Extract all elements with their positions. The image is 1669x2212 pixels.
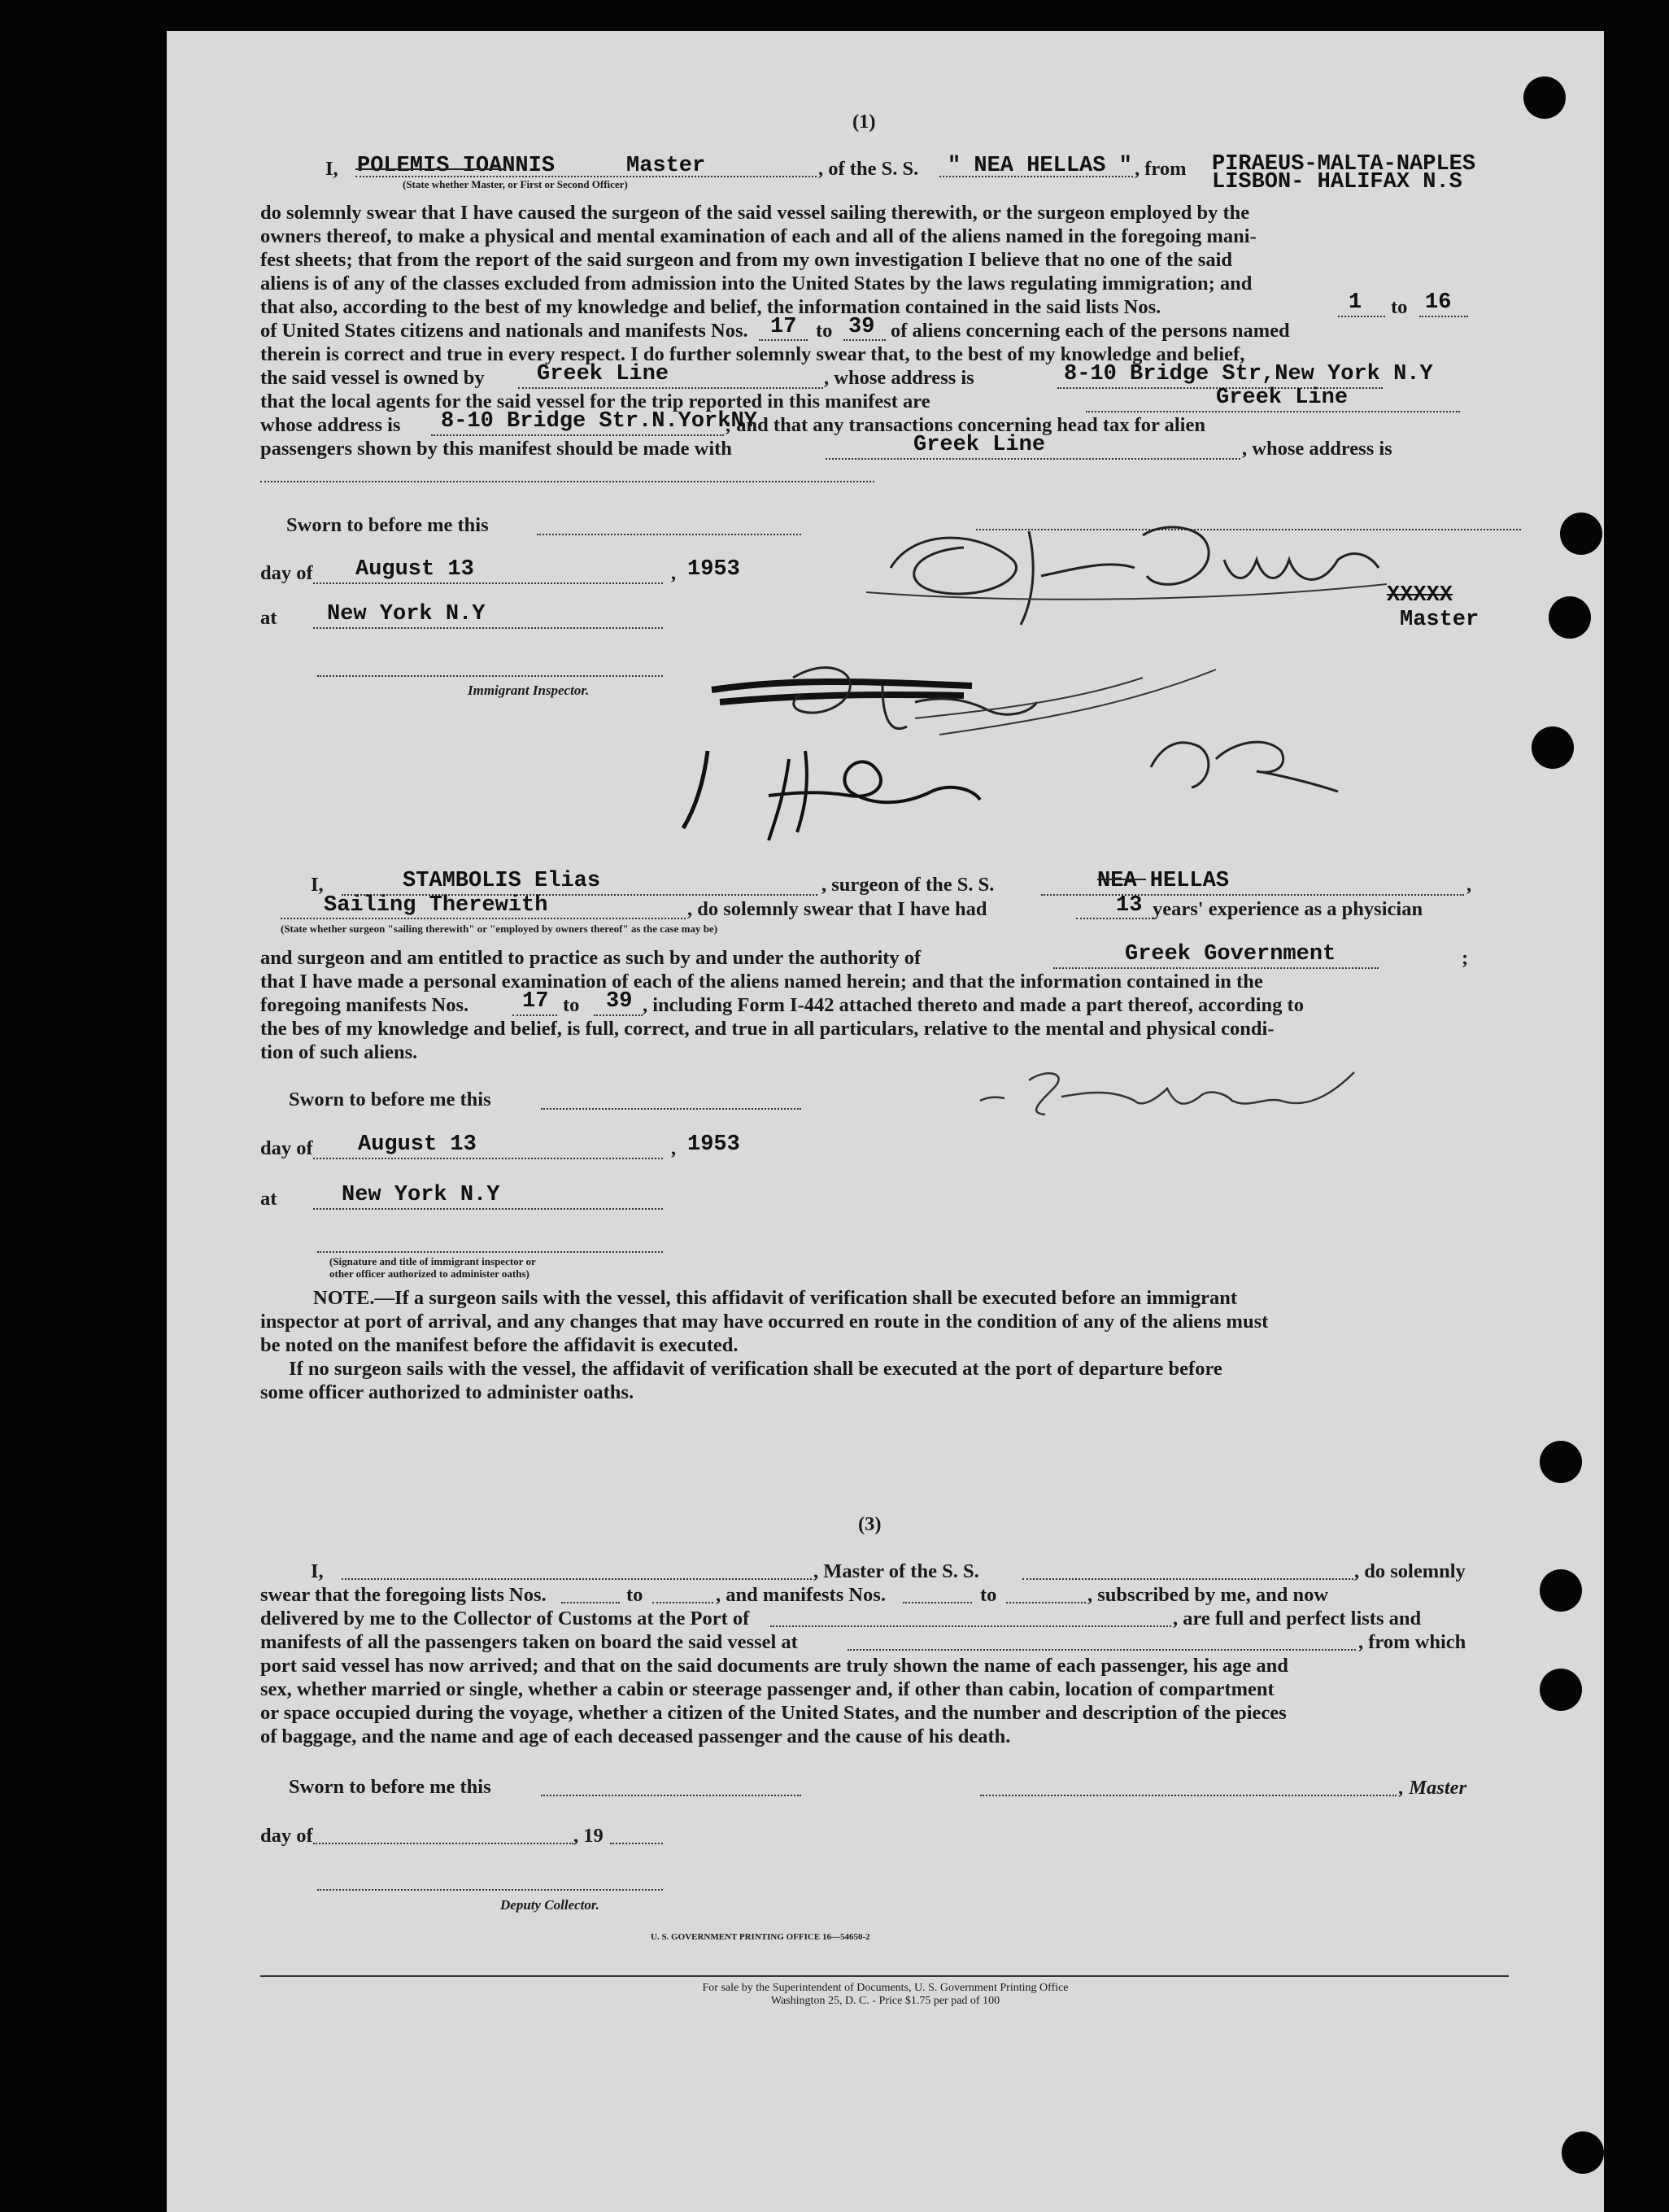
master-signature-title: Master <box>1400 608 1479 632</box>
manifests-to: 39 <box>848 315 875 339</box>
sec1-line: aliens is of any of the classes excluded from admission into the United States by the laws regulating immigration; and <box>260 273 1253 294</box>
note-text: be noted on the manifest before the affidavit is executed. <box>260 1334 739 1356</box>
binder-hole <box>1562 2131 1604 2174</box>
lists-to: 16 <box>1425 290 1452 315</box>
binder-hole <box>1540 1441 1582 1483</box>
name-strikethrough <box>355 168 506 170</box>
ship-name: " NEA HELLAS " <box>948 154 1132 178</box>
binder-hole <box>1540 1669 1582 1711</box>
sailing-note: (State whether surgeon "sailing therewith" or "employed by owners thereof" as the case may be) <box>281 923 718 935</box>
section-1-number: (1) <box>852 111 876 133</box>
surgeon-manifests-to: 39 <box>606 989 633 1014</box>
binder-hole <box>1540 1569 1582 1612</box>
deputy-caption: Deputy Collector. <box>500 1897 599 1913</box>
binder-hole <box>1549 596 1591 639</box>
sailing-status: Sailing Therewith <box>324 893 548 918</box>
master-signature <box>866 511 1395 641</box>
surgeon-ship-name: NEA HELLAS <box>1097 869 1230 893</box>
note-text: NOTE.—If a surgeon sails with the vessel, this affidavit of verification shall be executed before an immigrant <box>313 1287 1238 1309</box>
section-3-number: (3) <box>858 1513 882 1535</box>
from-label: , from <box>1135 158 1187 180</box>
officer-note: (State whether Master, or First or Second Officer) <box>403 178 628 190</box>
surgeon-name: STAMBOLIS Elias <box>403 869 601 893</box>
license-authority: Greek Government <box>1125 942 1336 966</box>
inspector-caption: Immigrant Inspector. <box>468 683 590 698</box>
surgeon-sworn-date: August 13 <box>358 1132 477 1157</box>
sec1-line: owners thereof, to make a physical and mental examination of each and all of the aliens named in the foregoing mani- <box>260 225 1257 247</box>
surgeon-sworn-place: New York N.Y <box>342 1183 500 1207</box>
note-text: If no surgeon sails with the vessel, the affidavit of verification shall be executed at the port of departure before <box>289 1358 1222 1380</box>
ports-line-1: PIRAEUS-MALTA-NAPLES <box>1212 152 1476 177</box>
ports-line-2: LISBON- HALIFAX N.S <box>1212 170 1462 194</box>
owner-address: 8-10 Bridge Str,New York N.Y <box>1064 362 1433 386</box>
binder-hole <box>1532 726 1574 769</box>
sworn-date: August 13 <box>355 557 474 582</box>
sec1-line: fest sheets; that from the report of the said surgeon and from my own investigation I believe that no one of the said <box>260 249 1232 271</box>
agent-address: 8-10 Bridge Str.N.YorkNY <box>441 409 757 434</box>
note-text: some officer authorized to administer oaths. <box>260 1381 634 1403</box>
surgeon-sworn-year: 1953 <box>687 1132 740 1157</box>
master-name: POLEMIS IOANNIS <box>357 154 556 178</box>
sec1-line: do solemnly swear that I have caused the surgeon of the said vessel sailing therewith, or the surgeon employed by the <box>260 202 1250 224</box>
sale-notice: For sale by the Superintendent of Documents, U. S. Government Printing Office <box>702 1982 1069 1994</box>
binder-hole <box>1560 513 1602 555</box>
struck-stamp: XXXXX <box>1387 583 1453 608</box>
sale-notice: Washington 25, D. C. - Price $1.75 per pad of 100 <box>770 1995 1000 2007</box>
master-caption: , Master <box>1399 1777 1467 1799</box>
i-label: I, <box>325 158 338 180</box>
surgeon-manifests-from: 17 <box>522 989 549 1014</box>
signature-caption: (Signature and title of immigrant inspector or <box>329 1255 536 1267</box>
lists-from: 1 <box>1349 290 1362 315</box>
sworn-place: New York N.Y <box>327 602 486 626</box>
signature-caption: other officer authorized to administer oaths) <box>329 1267 529 1280</box>
manifests-from: 17 <box>770 315 797 339</box>
document-page: (1) I, POLEMIS IOANNIS Master (State whether Master, or First or Second Officer) , of the S. S. " NEA HELLAS " , from PIRAEUS-MALTA-NAPLES LISBON- HALIFAX N.S do solemnly swear that I have caused the surgeon of the said vessel sailing therewith, or the surgeon employed by the owners thereof, to make a physical and mental examination of each and all of the aliens named in the foregoing mani- fest sheets; that from the report of the said surgeon and from my own investigation I believe that no one of the said aliens is of any of the classes excluded from admission into the United States by the laws regulating immigration; and that also, according to the best of my knowledge and belief, the information contained in the said lists Nos. 1 to 16 of United States citizens and nationals and manifests Nos. 17 to 39 of aliens concerning each of the persons named therein is correct and true in every respect. I do further solemnly swear that, to the best of my knowledge and belief, the said vessel is owned by Greek Line , whose address is 8-10 Bridge Str,New York N.Y that the local agents for the said vessel for the trip reported in this manifest are Greek Line whose address is 8-10 Bridge Str.N.YorkNY ; and that any transactions concerning head tax for alien passengers shown by this manifest should be made with Greek Line , whose address is Sworn to before me this day of August 13 , 1953 at New York N.Y Immigrant Inspector. XXXXX Master I, STAMBOLIS Elias , surgeon of the S. S. NEA HELLAS , Sailing Therewith , do solemnly swear that I have had 13 years' experience as a physician (State whether surgeon "sailing therewith" or "employed by owners thereof" as the case may be) and surgeon and am entitled to practice as such by and under the authority of Greek Government ; that I have made a personal examination of each of the aliens named herein; and that the information contained in the foregoing manifests Nos. 17 to 39 , including Form I-442 attached thereto and made a part thereof, according to the bes of my knowledge and belief, is full, correct, and true in all particulars, relative to the mental and physical condi- tion of such aliens. Sworn to before me this day of August 13 , 1953 at New York N.Y (Signature and title of immigrant inspector or other officer authorized to administer oaths) NOTE.—If a surgeon sails with the vessel, this affidavit of verification shall be executed before an immigrant inspector at port of arrival, and any changes that may have occurred en route in the condition of any of the aliens must be noted on the manifest before the affidavit is executed. If no surgeon sails with the vessel, the affidavit of verification shall be executed at the port of departure before some officer authorized to administer oaths. (3) I, , Master of the S. S. , do solemnly swear that the foregoing lists Nos. to , and manifests Nos. to , subscribed by me, and now delivered by me to the Collector of Customs at the Port of , are full and perfect lists and manifests of all the passengers taken on board the said vessel at , from which port said vessel has now arrived; and that on the said documents are truly shown the name of each passenger, his age and sex, whether married or single, whether a cabin or steerage passenger and, if other than cabin, location of compartment or space occupied during the voyage, whether a citizen of the United States, and the number and description of the pieces of baggage, and the name and age of each deceased passenger and the cause of his death. Sworn to before me this , Master day of , 19 Deputy Collector. U. S. GOVERNMENT PRINTING OFFICE 16—54650-2 For sale by the Superintendent of Documents, U. S. Government Printing Office Washington 25, D. C. - Price $1.75 per pad of 100 <box>167 31 1604 2212</box>
inspector-signature <box>647 645 1419 857</box>
master-title: Master <box>626 154 706 178</box>
gpo-imprint: U. S. GOVERNMENT PRINTING OFFICE 16—54650-2 <box>651 1932 870 1942</box>
head-tax-agent: Greek Line <box>913 433 1046 457</box>
years-experience: 13 <box>1116 893 1143 918</box>
surgeon-signature <box>980 1064 1362 1121</box>
note-text: inspector at port of arrival, and any changes that may have occurred en route in the condition of any of the aliens must <box>260 1311 1269 1333</box>
agent-name: Greek Line <box>1216 386 1349 410</box>
binder-hole <box>1523 76 1566 119</box>
sworn-year: 1953 <box>687 557 740 582</box>
of-ss-label: , of the S. S. <box>818 158 919 180</box>
owner-name: Greek Line <box>537 362 669 386</box>
